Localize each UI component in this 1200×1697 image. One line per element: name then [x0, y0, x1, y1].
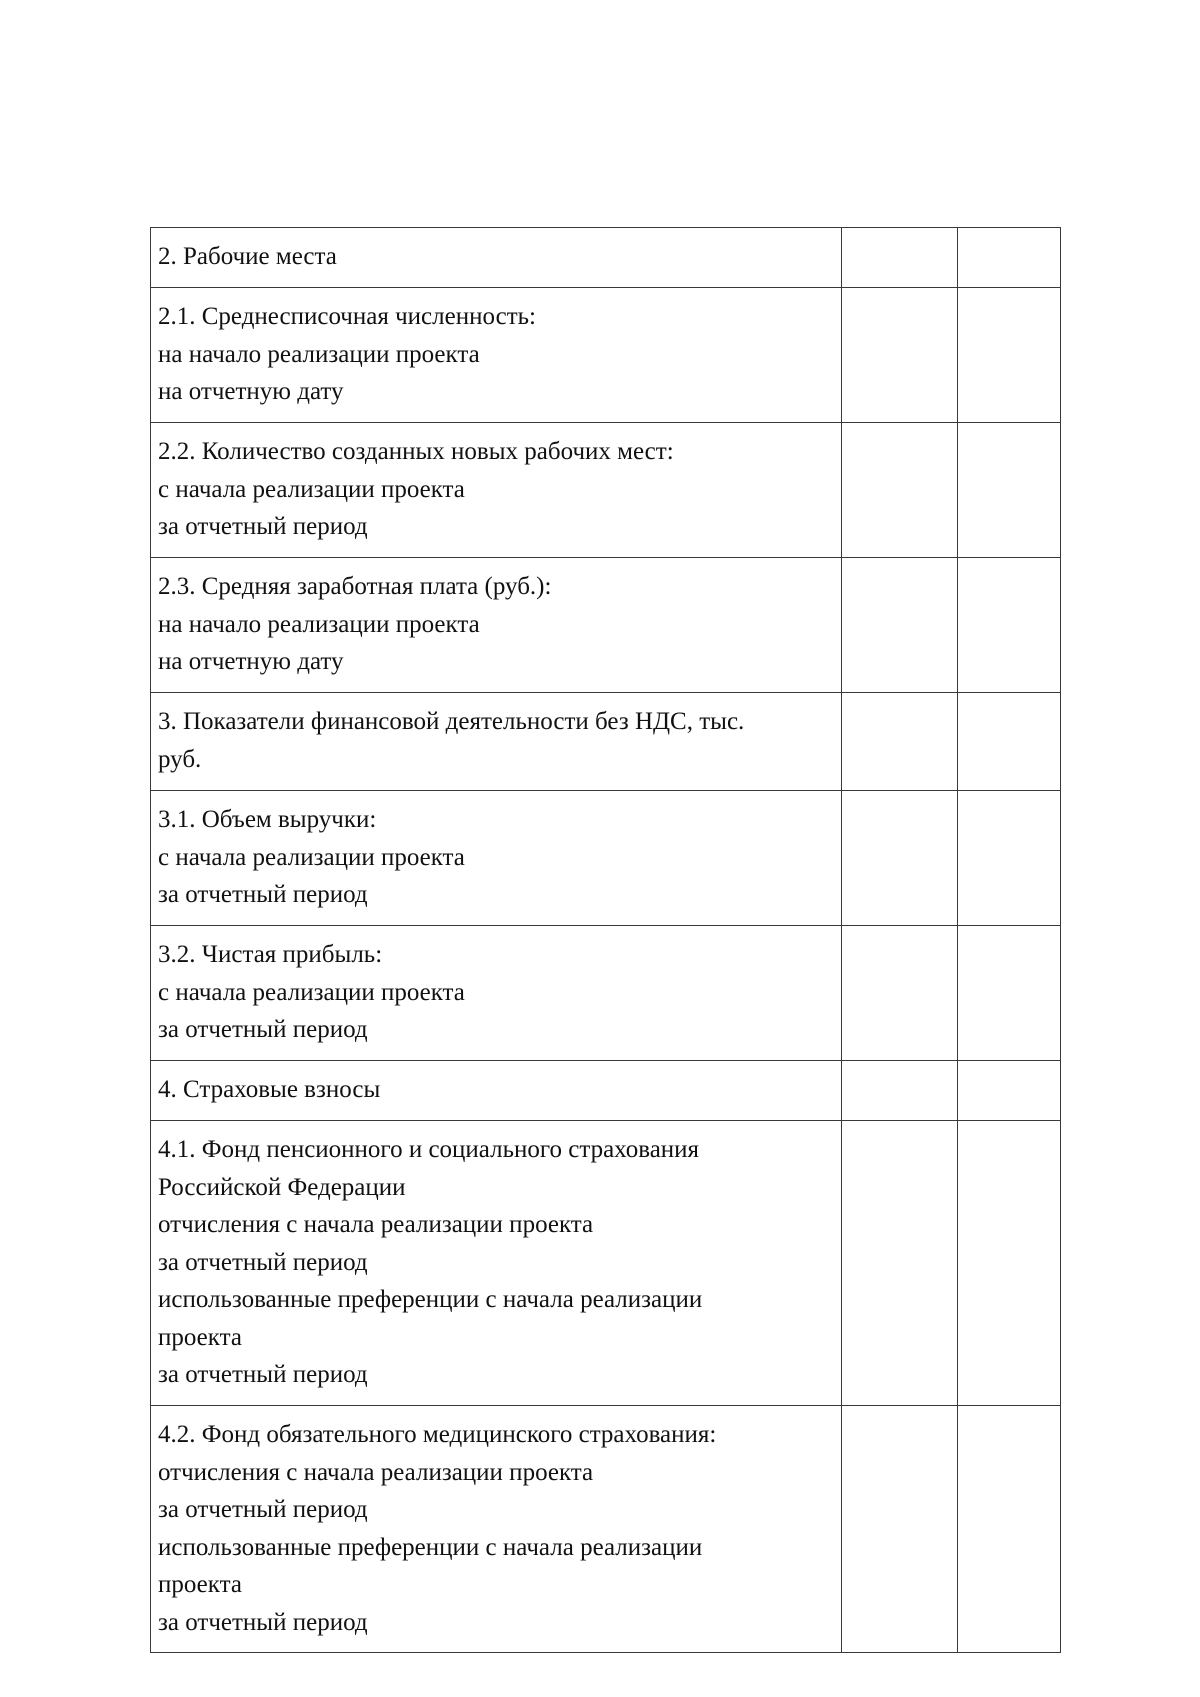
row-label-line: проекта [158, 1571, 242, 1598]
row-label-line: отчисления с начала реализации проекта [158, 1458, 594, 1486]
row-label-line: за отчетный период [158, 1248, 368, 1276]
table-row [151, 1121, 1061, 1406]
value-cell [958, 693, 1061, 791]
value-cell [842, 1406, 958, 1653]
table-row [151, 228, 1061, 288]
value-cell [842, 791, 958, 926]
row-label-cell [151, 228, 842, 288]
value-cell [958, 288, 1061, 423]
table-row [151, 288, 1061, 423]
row-label-line: 2.2. Количество созданных новых рабочих мест: [158, 438, 674, 465]
row-label-cell [151, 926, 842, 1061]
row-label-line: 4.2. Фонд обязательного медицинского страхования: [158, 1421, 717, 1448]
value-cell [958, 926, 1061, 1061]
row-label-line: отчисления с начала реализации проекта [158, 1211, 594, 1238]
indicators-table [150, 227, 1061, 1653]
row-label-line: на отчетную дату [158, 648, 344, 675]
table-row [151, 558, 1061, 693]
value-cell [842, 1061, 958, 1121]
value-cell [958, 558, 1061, 693]
row-label-line: 3.1. Объем выручки: [158, 806, 377, 833]
row-label-line: за отчетный период [158, 881, 368, 908]
value-cell [958, 1061, 1061, 1121]
row-label-line: 3.2. Чистая прибыль: [158, 941, 383, 968]
row-label-line: 2.3. Средняя заработная плата (руб.): [158, 573, 552, 600]
row-label-line: за отчетный период [158, 513, 368, 540]
value-cell [958, 423, 1061, 558]
row-label-line: на начало реализации проекта [158, 340, 480, 368]
value-cell [842, 288, 958, 423]
value-cell [958, 1121, 1061, 1406]
row-label-line: использованные преференции с начала реализации [158, 1533, 703, 1561]
row-label-line: на отчетную дату [158, 378, 344, 405]
row-label-line: 2. Рабочие места [158, 243, 337, 270]
row-label-line: 3. Показатели финансовой деятельности без НДС, тыс. [158, 708, 745, 735]
row-label-line: за отчетный период [158, 1608, 368, 1636]
row-label-line: с начала реализации проекта [158, 978, 465, 1006]
row-label-line: использованные преференции с начала реализации [158, 1286, 703, 1313]
table-row [151, 693, 1061, 791]
row-label-cell [151, 1406, 842, 1653]
value-cell [958, 228, 1061, 288]
value-cell [842, 423, 958, 558]
row-label-line: 4. Страховые взносы [158, 1076, 381, 1103]
row-label-line: с начала реализации проекта [158, 843, 465, 871]
table-row [151, 1061, 1061, 1121]
row-label-cell [151, 558, 842, 693]
row-label-line: 2.1. Среднесписочная численность: [158, 303, 536, 330]
row-label-cell [151, 791, 842, 926]
row-label-line: за отчетный период [158, 1496, 368, 1523]
row-label-line: Российской Федерации [158, 1173, 406, 1201]
value-cell [842, 693, 958, 791]
value-cell [842, 926, 958, 1061]
table-row [151, 926, 1061, 1061]
table-row [151, 791, 1061, 926]
row-label-cell [151, 1121, 842, 1406]
value-cell [842, 228, 958, 288]
row-label-line: на начало реализации проекта [158, 610, 480, 638]
table-row [151, 1406, 1061, 1653]
row-label-line: 4.1. Фонд пенсионного и социального страхования [158, 1136, 700, 1163]
row-label-line: с начала реализации проекта [158, 475, 465, 503]
row-label-cell [151, 423, 842, 558]
value-cell [958, 791, 1061, 926]
row-label-cell [151, 288, 842, 423]
row-label-cell [151, 693, 842, 791]
value-cell [958, 1406, 1061, 1653]
table-row [151, 423, 1061, 558]
row-label-line: за отчетный период [158, 1016, 368, 1043]
row-label-line: за отчетный период [158, 1361, 368, 1388]
value-cell [842, 1121, 958, 1406]
row-label-line: проекта [158, 1323, 242, 1351]
value-cell [842, 558, 958, 693]
row-label-line: руб. [158, 745, 202, 773]
row-label-cell [151, 1061, 842, 1121]
